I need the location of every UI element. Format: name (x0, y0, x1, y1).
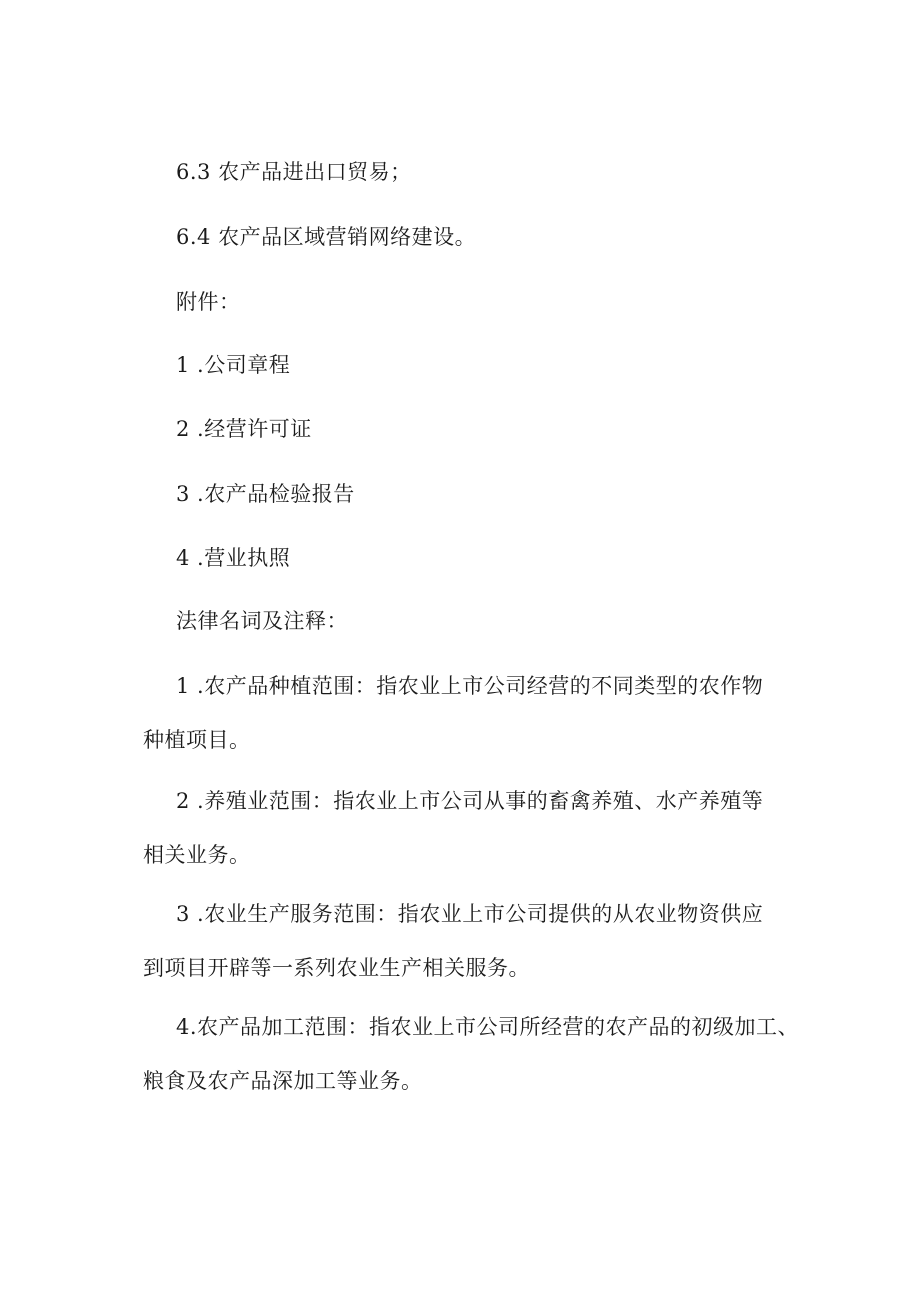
clause-6-3: 6.3 农产品进出口贸易； (176, 160, 412, 184)
glossary-item-line2: 粮食及农产品深加工等业务。 (143, 1069, 423, 1093)
attachment-item: 2 .经营许可证 (176, 417, 312, 441)
glossary-item-line1: 3 .农业生产服务范围：指农业上市公司提供的从农业物资供应 (176, 902, 764, 926)
attachment-item: 4 .营业执照 (176, 546, 291, 570)
glossary-item-line2: 相关业务。 (143, 843, 251, 867)
glossary-item (143, 900, 786, 982)
attachment-item: 1 .公司章程 (176, 353, 291, 377)
attachments-heading: 附件： (176, 290, 241, 314)
attachment-item: 3 .农产品检验报告 (176, 482, 355, 506)
glossary-heading: 法律名词及注释： (176, 609, 348, 633)
glossary-item-line1: 2 .养殖业范围：指农业上市公司从事的畜禽养殖、水产养殖等 (176, 789, 764, 813)
glossary-item-line1: 4.农产品加工范围：指农业上市公司所经营的农产品的初级加工、 (176, 1015, 800, 1039)
glossary-item (143, 1013, 800, 1095)
glossary-item (143, 787, 786, 869)
glossary-item-line2: 到项目开辟等一系列农业生产相关服务。 (143, 956, 530, 980)
glossary-item-line2: 种植项目。 (143, 728, 251, 752)
glossary-item (143, 672, 786, 754)
clause-6-4: 6.4 农产品区域营销网络建设。 (176, 225, 477, 249)
glossary-item-line1: 1 .农产品种植范围：指农业上市公司经营的不同类型的农作物 (176, 674, 764, 698)
